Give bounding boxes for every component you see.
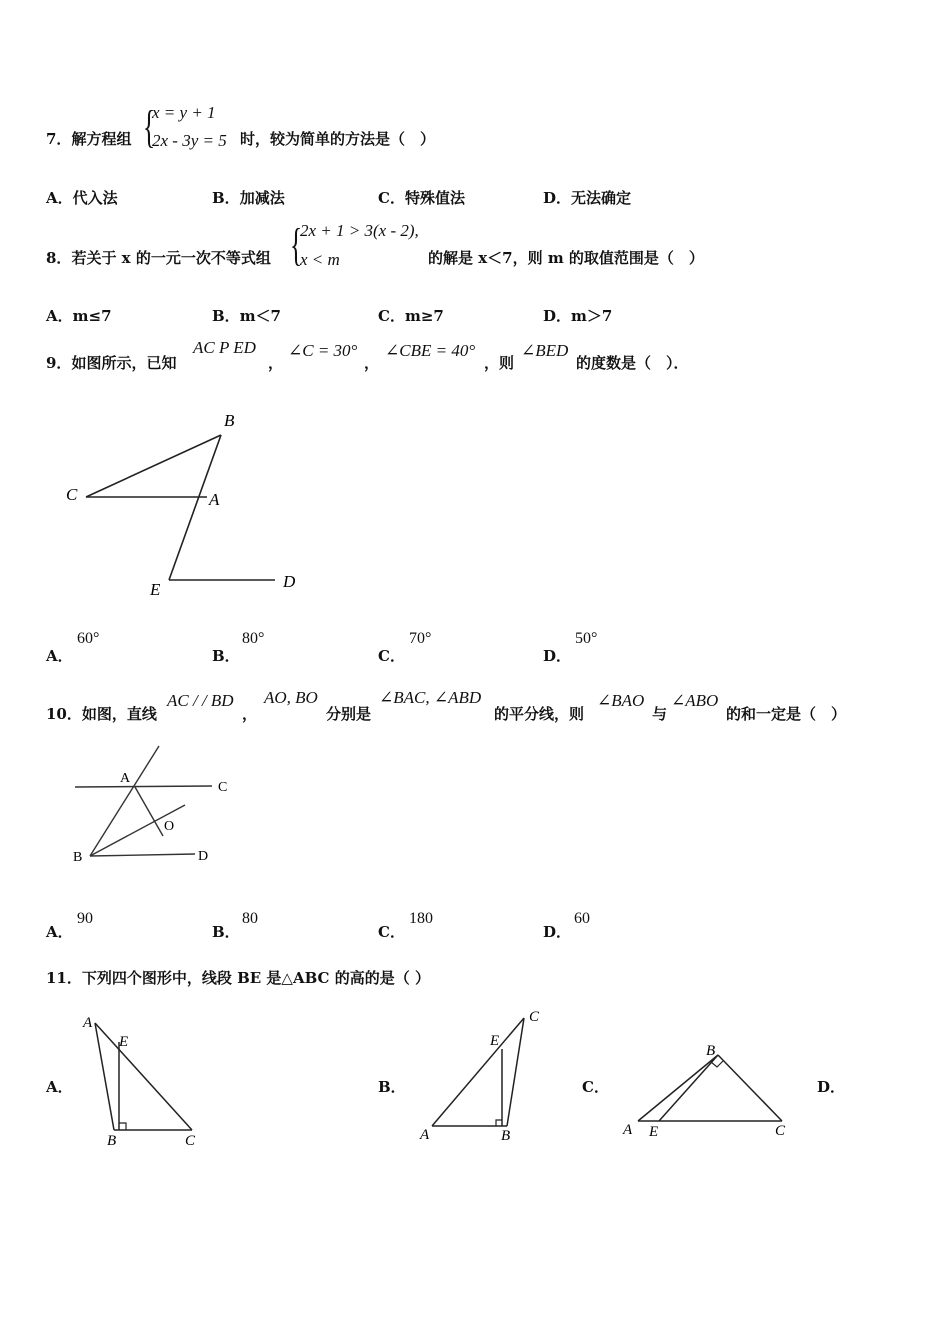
q8-prefix: 若关于 x 的一元一次不等式组 bbox=[71, 249, 271, 267]
q11-figure-b bbox=[412, 1005, 552, 1150]
q9-segment-cb bbox=[86, 435, 221, 497]
q9-figure bbox=[55, 400, 315, 605]
q7-option-b[interactable]: B．加减法 bbox=[212, 189, 285, 207]
q11b-label-a: A bbox=[420, 1127, 430, 1143]
q9-label-d: D bbox=[283, 572, 296, 591]
q11c-label-a: A bbox=[623, 1122, 633, 1138]
q10-option-d[interactable]: D． bbox=[543, 923, 572, 941]
q7-suffix: 时，较为简单的方法是（ ） bbox=[240, 130, 436, 148]
q9-number: 9． bbox=[46, 354, 72, 372]
q7-option-c[interactable]: C．特殊值法 bbox=[378, 189, 465, 207]
q8-option-b[interactable]: B．m＜7 bbox=[212, 307, 281, 325]
q8-option-a[interactable]: A．m≤7 bbox=[46, 307, 112, 325]
q10-angle-bao: ∠BAO bbox=[597, 691, 645, 710]
q11-figure-c bbox=[618, 1035, 808, 1145]
q8-number: 8． bbox=[46, 249, 72, 267]
q10-angle-abo: ∠ABO bbox=[671, 691, 719, 710]
q9-label-e: E bbox=[150, 580, 161, 599]
q11-text: 下列四个图形中，线段 BE 是△ABC 的高的是（ ） bbox=[81, 969, 430, 987]
q10-suffix: 的和一定是（ ） bbox=[726, 705, 847, 723]
q9-option-d-value: 50° bbox=[575, 630, 598, 647]
q11-option-a[interactable]: A． bbox=[46, 1078, 73, 1096]
q10-mid-2: 的平分线，则 bbox=[494, 705, 585, 723]
q10-comma: ， bbox=[242, 705, 258, 723]
q7-equation-2: 2x - 3y = 5 bbox=[152, 131, 227, 150]
q10-prefix: 如图，直线 bbox=[81, 705, 157, 723]
q9-mid: ，则 bbox=[484, 354, 515, 372]
q9-target-angle: ∠BED bbox=[521, 341, 569, 360]
q9-comma-2: ， bbox=[364, 354, 380, 372]
q10-condition-rays: AO, BO bbox=[264, 688, 318, 707]
q7-brace: { bbox=[143, 101, 156, 152]
q11a-label-b: B bbox=[107, 1133, 117, 1149]
q9-condition-angle-c: ∠C = 30° bbox=[288, 341, 358, 360]
q11-option-b[interactable]: B． bbox=[378, 1078, 406, 1096]
q10-option-c[interactable]: C． bbox=[378, 923, 405, 941]
q8-option-d[interactable]: D．m＞7 bbox=[543, 307, 613, 325]
q11-option-d[interactable]: D． bbox=[817, 1078, 846, 1096]
q8-option-c[interactable]: C．m≥7 bbox=[378, 307, 444, 325]
q10-line-bd bbox=[90, 854, 195, 856]
q9-label-b: B bbox=[224, 411, 235, 430]
q9-option-d[interactable]: D． bbox=[543, 647, 572, 665]
q9-condition-angle-cbe: ∠CBE = 40° bbox=[385, 341, 476, 360]
q7-option-a[interactable]: A．代入法 bbox=[46, 189, 118, 207]
q7-prefix: 解方程组 bbox=[71, 130, 132, 148]
q11c-segment-be bbox=[659, 1055, 718, 1121]
q10-condition-parallel: AC / / BD bbox=[167, 691, 234, 710]
q9-option-a-value: 60° bbox=[77, 630, 100, 647]
q7-number: 7． bbox=[46, 130, 72, 148]
q11a-label-a: A bbox=[83, 1015, 93, 1031]
q10-option-b[interactable]: B． bbox=[212, 923, 240, 941]
q11-number: 11． bbox=[46, 969, 82, 987]
q10-label-o: O bbox=[164, 819, 175, 834]
q10-label-a: A bbox=[120, 771, 131, 786]
q10-option-d-value: 60 bbox=[574, 910, 590, 927]
q10-number: 10． bbox=[46, 705, 82, 723]
q10-stem-start bbox=[46, 703, 157, 724]
q9-label-c: C bbox=[66, 485, 78, 504]
q10-mid-1: 分别是 bbox=[326, 705, 372, 723]
q11a-segment-ab bbox=[95, 1023, 114, 1130]
q8-suffix: 的解是 x＜7，则 m 的取值范围是（ ） bbox=[428, 249, 704, 267]
q10-option-a[interactable]: A． bbox=[46, 923, 73, 941]
q11c-segment-bc bbox=[718, 1055, 782, 1121]
q11a-segment-ac bbox=[95, 1023, 192, 1130]
q10-line-ac bbox=[75, 786, 212, 787]
q11b-label-c: C bbox=[529, 1009, 540, 1025]
q7-option-d[interactable]: D．无法确定 bbox=[543, 189, 632, 207]
q8-inequality-2: x < m bbox=[300, 250, 340, 269]
q10-label-d: D bbox=[198, 849, 209, 864]
q11c-label-b: B bbox=[706, 1043, 716, 1059]
q10-condition-angles: ∠BAC, ∠ABD bbox=[379, 688, 482, 707]
q11c-label-c: C bbox=[775, 1123, 786, 1139]
q10-line-ba bbox=[90, 746, 159, 856]
q10-option-a-value: 90 bbox=[77, 910, 93, 927]
q9-stem-start bbox=[46, 352, 176, 373]
q8-inequality-1: 2x + 1 > 3(x - 2), bbox=[300, 221, 419, 240]
q7-equation-1: x = y + 1 bbox=[152, 103, 216, 122]
q9-prefix: 如图所示，已知 bbox=[71, 354, 177, 372]
q10-bisector-ao bbox=[135, 787, 163, 836]
q11a-right-angle-mark bbox=[119, 1123, 126, 1130]
q10-label-b: B bbox=[73, 850, 83, 865]
q11-stem bbox=[46, 967, 430, 988]
q10-mid-3: 与 bbox=[652, 705, 668, 723]
q11c-segment-ab bbox=[638, 1055, 718, 1121]
q9-suffix: 的度数是（ ）． bbox=[576, 354, 689, 372]
q9-label-a: A bbox=[209, 490, 220, 509]
q9-option-a[interactable]: A． bbox=[46, 647, 73, 665]
q9-option-c[interactable]: C． bbox=[378, 647, 405, 665]
q11b-label-b: B bbox=[501, 1128, 511, 1144]
q10-option-c-value: 180 bbox=[409, 910, 433, 927]
q9-comma-1: ， bbox=[268, 354, 284, 372]
q11b-right-angle-mark bbox=[496, 1120, 502, 1126]
q9-condition-parallel: AC P ED bbox=[193, 338, 256, 357]
q11c-label-e: E bbox=[649, 1124, 659, 1140]
q10-figure bbox=[65, 740, 240, 870]
q8-brace: { bbox=[290, 219, 303, 270]
q11-option-c[interactable]: C． bbox=[582, 1078, 609, 1096]
q7-stem bbox=[46, 128, 131, 149]
q11a-label-e: E bbox=[119, 1034, 129, 1050]
q11a-label-c: C bbox=[185, 1133, 196, 1149]
q10-label-c: C bbox=[218, 780, 228, 795]
q8-stem bbox=[46, 247, 271, 268]
q9-option-b-value: 80° bbox=[242, 630, 265, 647]
q11b-label-e: E bbox=[490, 1033, 500, 1049]
q10-option-b-value: 80 bbox=[242, 910, 258, 927]
q9-option-c-value: 70° bbox=[409, 630, 432, 647]
q9-option-b[interactable]: B． bbox=[212, 647, 240, 665]
q11-figure-a bbox=[78, 1005, 208, 1150]
